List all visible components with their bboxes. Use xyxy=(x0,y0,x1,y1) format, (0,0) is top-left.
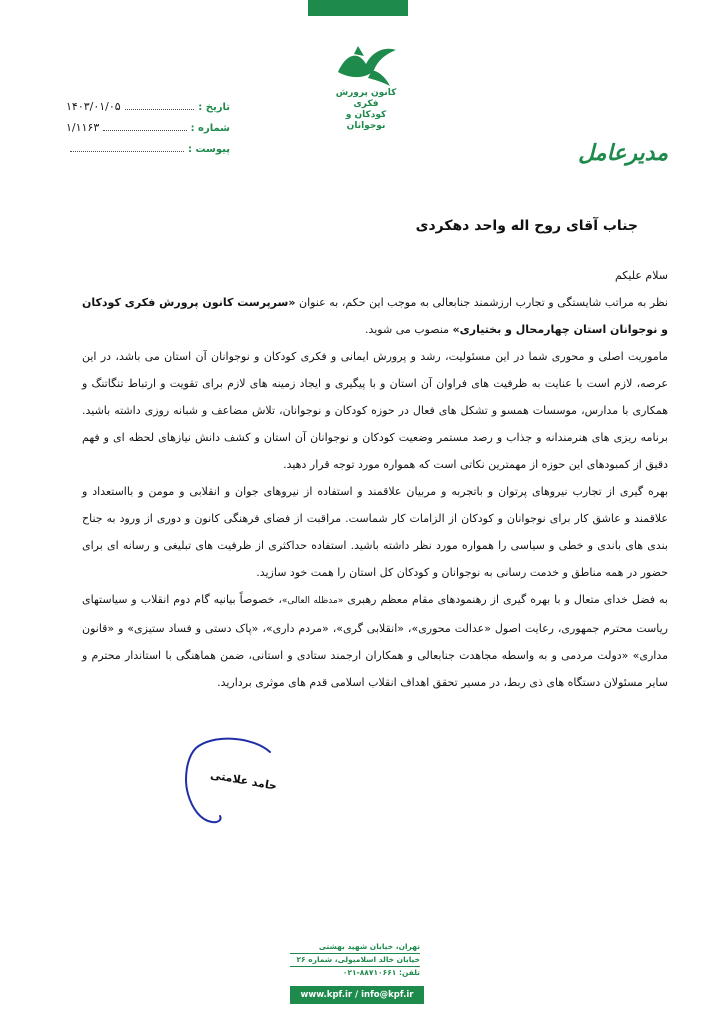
number-value: ۱/۱۱۶۳ xyxy=(66,121,100,134)
paragraph-requirements: بهره گیری از تجارب نیروهای پرتوان و باتجربه و مربیان علاقمند و استفاده از نیروهای جوان و انقلابی و مومن و بااستعداد و علاقمند و عاشق کار برای نوجوانان و کودکان از الزامات کار شماست. مراقبت از فضای فرهنگی کانون و دوری از ورود به جناح بندی های باندی و خطی و سیاسی را همواره مورد نظر داشته باشید. استفاده حداکثری از ظرفیت های تبلیغی و رسانه ای برای حضور در همه مناطق و خدمت رسانی به نوجوانان و کودکان کل استان را همت خود سازید. xyxy=(82,485,668,579)
date-label: تاریخ : xyxy=(198,102,230,113)
address-line-2: خیابان خالد اسلامبولی، شماره ۲۶ xyxy=(290,955,420,967)
closing-text-end: ، خصوصاً بیانیه گام دوم انقلاب و سیاستهای ریاست محترم جمهوری، رعایت اصول «عدالت محوری»، «انقلابی گری»، «مردم داری»، «پاک دستی و فساد ستیزی» و «قانون مداری» «دولت مردمی و به واسطه مجاهدت جنابعالی و همکاران ارجمند ستادی و استانی، ضمن هماهنگی با استاندار محترم و سایر مسئولان دستگاه های ذی ربط، در مسیر تحقق اهداف انقلاب اسلامی قدم های موثری بردارید. xyxy=(82,593,668,689)
logo-text-line2: کودکان و نوجوانان xyxy=(345,110,387,131)
closing-text-start: به فضل خدای متعال و با بهره گیری از رهنمودهای مقام معظم رهبری xyxy=(343,593,668,606)
attachment-label: پیوست : xyxy=(187,144,230,155)
appointment-text-end: منصوب می شوید. xyxy=(364,323,453,336)
document-title: مدیرعامل xyxy=(578,140,668,166)
number-row xyxy=(66,113,230,134)
logo-text-line1: کانون پرورش فکری xyxy=(335,88,397,109)
number-label: شماره : xyxy=(190,123,230,134)
letter-body xyxy=(82,262,668,696)
number-dots xyxy=(103,130,186,131)
footer-address xyxy=(290,942,420,980)
addressee: جناب آقای روح اله واحد دهکردی xyxy=(415,218,638,234)
signature-block xyxy=(182,732,282,826)
appointment-text-start: نظر به مراتب شایستگی و تجارب ارزشمند جنابعالی به موجب این حکم، به عنوان xyxy=(295,296,668,309)
paragraph-closing xyxy=(82,586,668,696)
greeting: سلام علیکم xyxy=(614,269,668,282)
date-row xyxy=(66,92,230,113)
signer-name: حامد علامتی xyxy=(209,768,278,793)
logo-icon xyxy=(328,42,404,88)
attachment-dots xyxy=(70,151,184,152)
address-line-1: تهران، خیابان شهید بهشتی xyxy=(290,942,420,954)
address-line-3: تلفن: ۸۸۷۱۰۶۶۱-۰۲۱ xyxy=(342,968,420,977)
attachment-row xyxy=(66,134,230,155)
date-dots xyxy=(125,109,195,110)
paragraph-appointment xyxy=(82,289,668,343)
date-value: ۱۴۰۳/۰۱/۰۵ xyxy=(66,100,121,113)
closing-salutation: «مدظله العالی» xyxy=(281,596,344,606)
letter-meta xyxy=(66,92,230,155)
footer-web: www.kpf.ir / info@kpf.ir xyxy=(290,986,424,1004)
paragraph-mission: ماموریت اصلی و محوری شما در این مسئولیت، رشد و پرورش ایمانی و فکری کودکان و نوجوانان آن استان می باشد، در این عرصه، لازم است با عنایت به ظرفیت های فراوان آن استان و با پیگیری و ایجاد زمینه های لازم برای تقویت و ارتباط تنگاتنگ و همکاری با مدارس، موسسات همسو و تشکل های فعال در حوزه کودکان و نوجوانان، تلاش مضاعف و شبانه روزی داشته باشید. برنامه ریزی های هنرمندانه و جذاب و رصد مستمر وضعیت کودکان و نوجوانان آن استان و کشف دانش نیازهای لحظه ای و فهم دقیق از کمبودهای این حوزه از مهمترین نکاتی است که همواره مورد توجه قرار دهید. xyxy=(82,350,668,471)
header-bar xyxy=(308,0,408,16)
appointment-position: «سرپرست کانون پرورش فکری کودکان و نوجوانان استان چهارمحال و بختیاری» xyxy=(82,296,668,336)
kanoon-logo xyxy=(328,42,404,131)
